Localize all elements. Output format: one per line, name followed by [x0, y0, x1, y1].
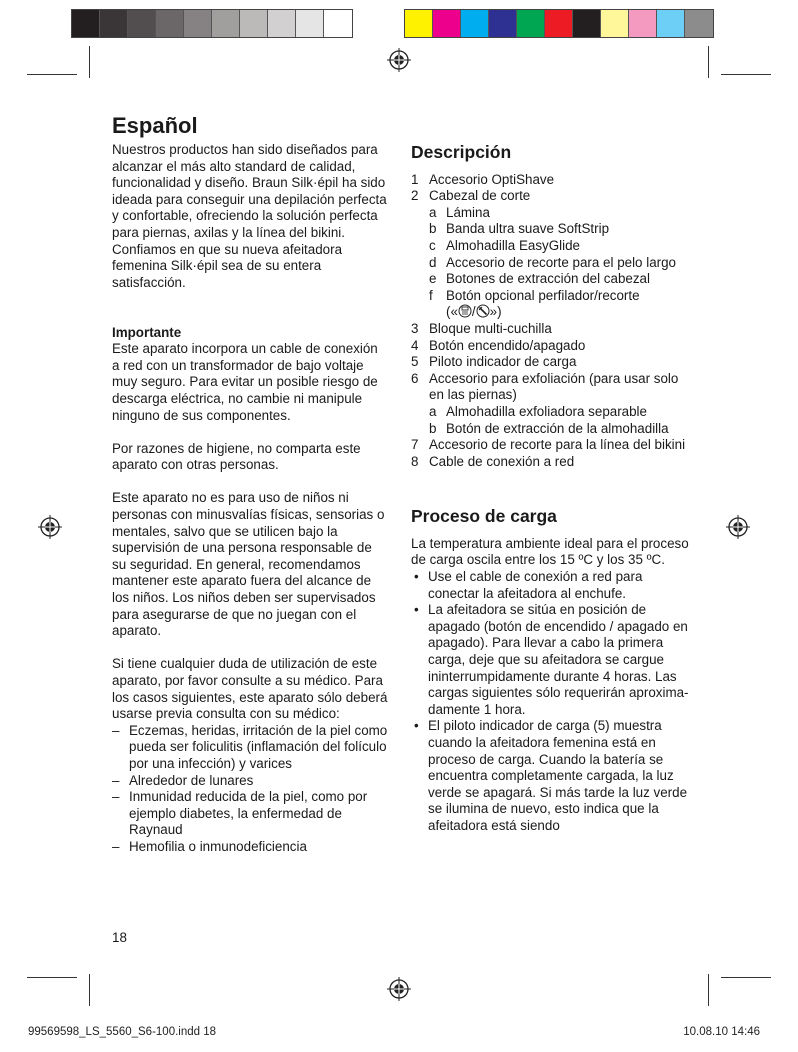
crop-mark: [708, 974, 709, 1006]
charging-list: [411, 569, 691, 835]
symbol-open: («: [446, 304, 458, 320]
description-heading: Descripción: [411, 142, 512, 162]
crop-mark: [27, 977, 77, 978]
crop-mark: [89, 974, 90, 1006]
list-item: 6 Accesorio para exfoliación (para usar solo en las piernas): [411, 370, 679, 403]
list-item: • Use el cable de conexión a red para conectar la afeitadora al enchufe.: [411, 569, 691, 602]
crop-mark: [721, 74, 771, 75]
date-slug: 10.08.10 14:46: [683, 1026, 760, 1038]
gray-swatch: [72, 10, 100, 37]
list-item: – Alrededor de lunares: [112, 773, 388, 790]
color-calibration-bar-right: [404, 9, 714, 38]
color-swatch: [405, 10, 433, 37]
gray-swatch: [212, 10, 240, 37]
charging-heading: Proceso de carga: [411, 506, 557, 527]
list-item: b Banda ultra suave SoftStrip: [429, 221, 610, 237]
left-column: [112, 142, 388, 856]
list-item: 3 Bloque multi-cuchilla: [411, 320, 552, 336]
list-item: – Hemofilia o inmunodeficiencia: [112, 839, 388, 856]
list-item: 2 Cabezal de corte: [411, 188, 531, 204]
doubt-paragraph: Si tiene cualquier duda de utilización de este aparato, por favor consulte a su médico. Para los casos siguientes, este aparato sólo deberá usarse previa consulta con su médico:: [112, 656, 388, 722]
gray-swatch: [100, 10, 128, 37]
list-item: • El piloto indicador de carga (5) muestra cuando la afeitadora femenina está en proceso de carga. Cuando la batería se encuentra completamente cargada, la luz verde se apagará. Si más tarde la luz verde se ilumina de nuevo, esto indica que la afeitadora está siendo: [411, 718, 691, 834]
list-item: – Eczemas, heridas, irritación de la piel como pueda ser foliculitis (inflamación del folículo por una infección) y varices: [112, 723, 388, 773]
exfoliation-sublist: [411, 404, 691, 437]
list-item: 8 Cable de conexión a red: [411, 453, 575, 469]
gray-swatch: [240, 10, 268, 37]
symbol-close: »): [489, 304, 502, 320]
registration-mark-icon: [38, 515, 62, 539]
color-swatch: [657, 10, 685, 37]
color-swatch: [433, 10, 461, 37]
important-paragraph: Este aparato incorpora un cable de conexión a red con un transformador de bajo voltaje muy seguro. Para evitar un posible riesgo de descarga eléctrica, no cambie ni manipule ninguno de sus componentes.: [112, 341, 378, 423]
list-item: e Botones de extracción del cabezal: [429, 271, 650, 287]
important-heading: Importante: [112, 324, 182, 340]
hygiene-paragraph: Por razones de higiene, no comparta este aparato con otras personas.: [112, 440, 361, 473]
color-swatch: [601, 10, 629, 37]
list-item: 1 Accesorio OptiShave: [411, 171, 555, 187]
color-swatch: [489, 10, 517, 37]
conditions-list: [112, 723, 388, 856]
list-item: a Lámina: [429, 204, 490, 220]
registration-mark-icon: [726, 515, 750, 539]
description-list-continued: [411, 321, 691, 404]
crop-mark: [721, 977, 771, 978]
gray-swatch: [184, 10, 212, 37]
description-list-end: [411, 437, 691, 470]
color-swatch: [545, 10, 573, 37]
list-item: b Botón de extracción de la almohadilla: [429, 420, 669, 436]
color-swatch: [573, 10, 601, 37]
gray-swatch: [156, 10, 184, 37]
gray-swatch: [128, 10, 156, 37]
list-item: c Almohadilla EasyGlide: [429, 237, 580, 253]
description-list: [411, 172, 691, 205]
gray-swatch: [296, 10, 324, 37]
color-swatch: [517, 10, 545, 37]
children-paragraph: Este aparato no es para uso de niños ni personas con minusvalías físicas, sensorias o mentales, salvo que se utilicen bajo la supervisión de una persona responsable de su seguridad. En general, recomendamos mantener este aparato fuera del alcance de los niños. Los niños deben ser supervisados para asegurarse de que no juegan con el aparato.: [112, 490, 385, 639]
cutting-head-sublist: [411, 205, 691, 321]
color-swatch: [685, 10, 713, 37]
razor-symbol-icon: [476, 304, 490, 318]
registration-mark-icon: [387, 48, 411, 72]
trimmer-symbol-icon: [458, 304, 472, 318]
charging-intro: La temperatura ambiente ideal para el proceso de carga oscila entre los 15 ºC y los 35 ºC.: [411, 535, 689, 568]
crop-mark: [27, 74, 77, 75]
registration-mark-icon: [387, 977, 411, 1001]
intro-paragraph: Nuestros productos han sido diseñados para alcanzar el más alto standard de calidad, funcionalidad y diseño. Braun Silk·épil ha sido ideada para conseguir una depilación perfecta y confortable, ofreciendo la solución perfecta para piernas, axilas y la línea del bikini. Confiamos en que su nueva afeitadora femenina Silk·épil sea de su entera satisfacción.: [112, 142, 387, 290]
list-item: d Accesorio de recorte para el pelo largo: [429, 254, 677, 270]
color-calibration-bar-left: [71, 9, 353, 38]
gray-swatch: [324, 10, 352, 37]
list-item: • La afeitadora se sitúa en posición de apagado (botón de encendido / apagado en apagado). Para llevar a cabo la primera carga, deje que su afeitadora se cargue ininterrumpidamente durante 4 horas. Las cargas siguientes sólo requerirán aproximadamente 1 hora.: [411, 602, 691, 718]
list-item: 4 Botón encendido/apagado: [411, 337, 586, 353]
list-item: 7 Accesorio de recorte para la línea del bikini: [411, 437, 686, 453]
symbol-slash: /: [471, 304, 476, 320]
page-number: 18: [112, 930, 127, 945]
right-column: [411, 144, 691, 835]
color-swatch: [461, 10, 489, 37]
file-slug: 99569598_LS_5560_S6-100.indd 18: [28, 1026, 217, 1038]
gray-swatch: [268, 10, 296, 37]
list-item: 5 Piloto indicador de carga: [411, 354, 577, 370]
list-item: f Botón opcional perfilador/recorte (« / »): [429, 287, 640, 320]
crop-mark: [708, 46, 709, 78]
page-title: Español: [112, 113, 198, 138]
list-item: a Almohadilla exfoliadora separable: [429, 403, 647, 419]
color-swatch: [629, 10, 657, 37]
crop-mark: [89, 46, 90, 78]
list-item: – Inmunidad reducida de la piel, como por ejemplo diabetes, la enfermedad de Raynaud: [112, 789, 388, 839]
